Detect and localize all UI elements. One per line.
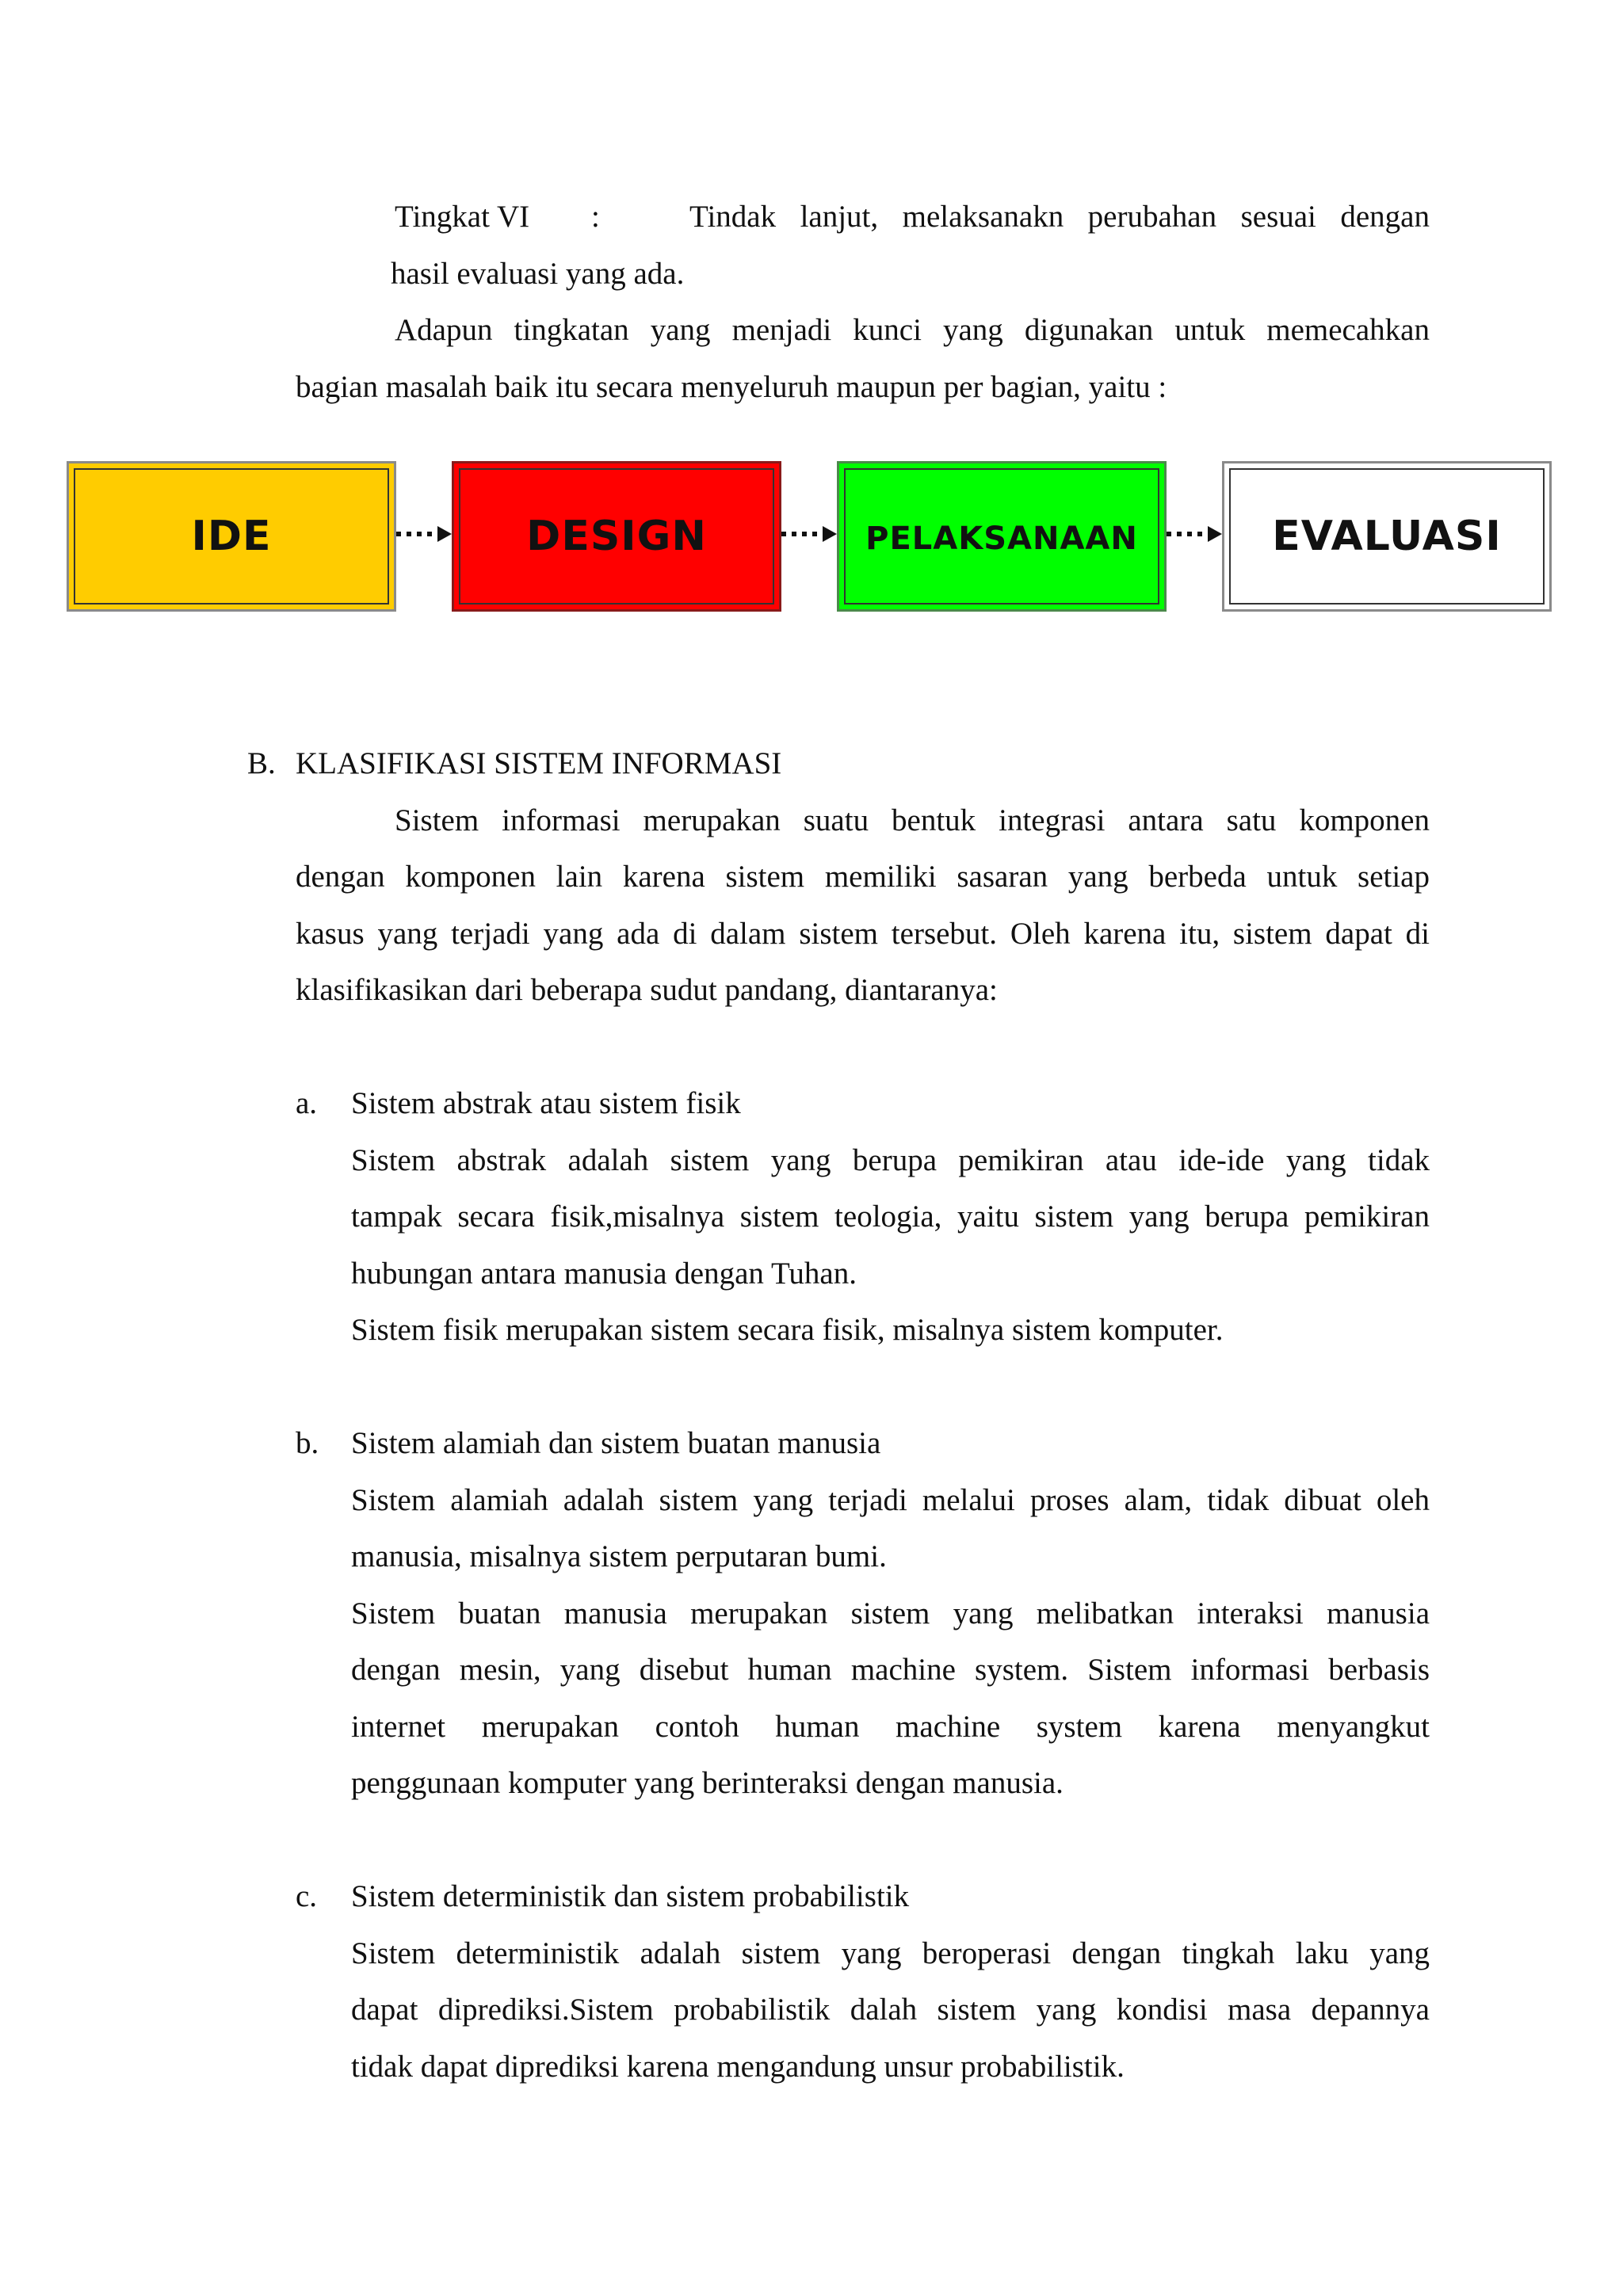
item-c-line2: dapat diprediksi.Sistem probabilistik dalah sistem yang kondisi masa depannya (351, 1993, 1430, 2027)
section-b-para-line1: Sistem informasi merupakan suatu bentuk integrasi antara satu komponen (395, 803, 1430, 837)
item-b-line5: internet merupakan contoh human machine system karena menyangkut (351, 1710, 1430, 1744)
flow-step-label: EVALUASI (1272, 513, 1502, 560)
intro-line2: bagian masalah baik itu secara menyeluruh maupun per bagian, yaitu : (296, 370, 1167, 404)
tingkat-text-line1: Tindak lanjut, melaksanakn perubahan sesuai dengan (689, 200, 1430, 234)
item-a-title: Sistem abstrak atau sistem fisik (351, 1086, 741, 1120)
flow-step-pelaksanaan (837, 461, 1167, 612)
flow-step-ide (67, 461, 396, 612)
item-b-line2: manusia, misalnya sistem perputaran bumi. (351, 1539, 887, 1573)
section-b-para-line2: dengan komponen lain karena sistem memiliki sasaran yang berbeda untuk setiap (296, 860, 1430, 894)
item-c-line3: tidak dapat diprediksi karena mengandung unsur probabilistik. (351, 2050, 1125, 2084)
item-c-marker: c. (296, 1879, 318, 1913)
item-b-line3: Sistem buatan manusia merupakan sistem yang melibatkan interaksi manusia (351, 1596, 1430, 1630)
section-b-para-line3: kasus yang terjadi yang ada di dalam sistem tersebut. Oleh karena itu, sistem dapat di (296, 917, 1430, 951)
intro-line1: Adapun tingkatan yang menjadi kunci yang digunakan untuk memecahkan (395, 313, 1430, 347)
section-b-para-line4: klasifikasikan dari beberapa sudut pandang, diantaranya: (296, 973, 998, 1007)
item-b-line4: dengan mesin, yang disebut human machine system. Sistem informasi berbasis (351, 1653, 1430, 1687)
flow-step-design (452, 461, 781, 612)
item-c-title: Sistem deterministik dan sistem probabilistik (351, 1879, 910, 1913)
item-a-line4: Sistem fisik merupakan sistem secara fisik, misalnya sistem komputer. (351, 1313, 1224, 1347)
item-b-line1: Sistem alamiah adalah sistem yang terjadi melalui proses alam, tidak dibuat oleh (351, 1483, 1430, 1517)
flow-arrow-1 (396, 524, 452, 543)
section-b-marker: B. (247, 746, 276, 780)
item-b-line6: penggunaan komputer yang berinteraksi dengan manusia. (351, 1766, 1064, 1800)
flow-step-label: IDE (191, 513, 272, 560)
flow-arrow-3 (1167, 524, 1222, 543)
flow-step-label: PELAKSANAAN (865, 521, 1138, 557)
section-b-heading: KLASIFIKASI SISTEM INFORMASI (296, 746, 782, 780)
tingkat-label: Tingkat VI (395, 200, 530, 234)
tingkat-colon: : (591, 200, 600, 234)
item-a-marker: a. (296, 1086, 318, 1120)
flow-arrow-2 (781, 524, 837, 543)
item-a-line1: Sistem abstrak adalah sistem yang berupa pemikiran atau ide-ide yang tidak (351, 1143, 1430, 1177)
flow-step-label: DESIGN (526, 513, 707, 560)
item-a-line2: tampak secara fisik,misalnya sistem teologia, yaitu sistem yang berupa pemikiran (351, 1199, 1430, 1234)
item-b-marker: b. (296, 1426, 319, 1460)
flow-step-evaluasi (1222, 461, 1552, 612)
item-b-title: Sistem alamiah dan sistem buatan manusia (351, 1426, 881, 1460)
tingkat-text-line2: hasil evaluasi yang ada. (391, 257, 685, 291)
item-c-line1: Sistem deterministik adalah sistem yang beroperasi dengan tingkah laku yang (351, 1936, 1430, 1970)
item-a-line3: hubungan antara manusia dengan Tuhan. (351, 1257, 857, 1291)
